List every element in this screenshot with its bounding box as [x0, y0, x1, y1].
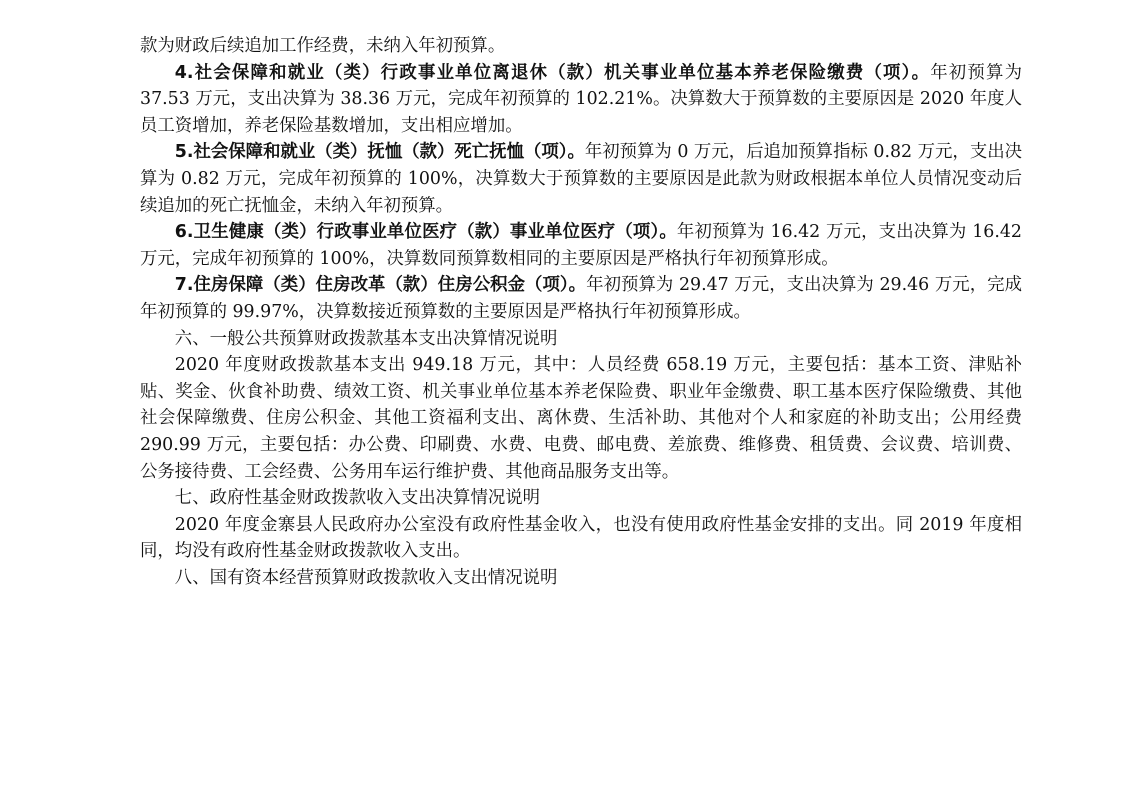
paragraph-continuation: 款为财政后续追加工作经费，未纳入年初预算。: [140, 36, 506, 56]
paragraph-gov-fund: 2020 年度金寨县人民政府办公室没有政府性基金收入，也没有使用政府性基金安排的支出。同 2019 年度相同，均没有政府性基金财政拨款收入支出。: [140, 514, 1022, 562]
paragraph-item-5: [140, 139, 1022, 219]
item-4-body: 年初预算为 37.53 万元，支出决算为 38.36 万元，完成年初预算的 102.21%。决算数大于预算数的主要原因是 2020 年度人员工资增加，养老保险基数增加，支出相应增加。: [140, 62, 1022, 136]
paragraph-item-6: [140, 219, 1022, 272]
section-heading-6: 六、一般公共预算财政拨款基本支出决算情况说明: [174, 328, 558, 349]
item-7-title: 7.住房保障（类）住房改革（款）住房公积金（项）。: [174, 275, 587, 296]
item-5-body: 年初预算为 0 万元，后追加预算指标 0.82 万元，支出决算为 0.82 万元，完成年初预算的 100%，决算数大于预算数的主要原因是此款为财政根据本单位人员情况变动后续追加的死亡抚恤金，未纳入年初预算。: [140, 142, 1022, 216]
item-6-body: 年初预算为 16.42 万元，支出决算为 16.42 万元，完成年初预算的 100%，决算数同预算数相同的主要原因是严格执行年初预算形成。: [140, 222, 1022, 269]
item-4-title: 4.社会保障和就业（类）行政事业单位离退休（款）机关事业单位基本养老保险缴费（项）。: [174, 62, 931, 83]
item-7-body: 年初预算为 29.47 万元，支出决算为 29.46 万元，完成年初预算的 99.97%，决算数接近预算数的主要原因是严格执行年初预算形成。: [140, 275, 1023, 322]
section-heading-7: 七、政府性基金财政拨款收入支出决算情况说明: [174, 488, 541, 509]
document-body: [140, 33, 1022, 591]
paragraph-item-7: [140, 272, 1022, 325]
paragraph-item-4: [140, 60, 1022, 140]
paragraph-basic-expenditure: 2020 年度财政拨款基本支出 949.18 万元，其中：人员经费 658.19 万元，主要包括：基本工资、津贴补贴、奖金、伙食补助费、绩效工资、机关事业单位基本养老保险费、职业年金缴费、职工基本医疗保险缴费、其他社会保障缴费、住房公积金、其他工资福利支出、离休费、生活补助、其他对个人和家庭的补助支出；公用经费 290.99 万元，主要包括：办公费、印刷费、水费、电费、邮电费、差旅费、维修费、租赁费、会议费、培训费、公务接待费、工会经费、公务用车运行维护费、其他商品服务支出等。: [140, 355, 1022, 482]
item-6-title: 6.卫生健康（类）行政事业单位医疗（款）事业单位医疗（项）。: [174, 222, 677, 243]
section-heading-8: 八、国有资本经营预算财政拨款收入支出情况说明: [174, 567, 558, 588]
item-5-title: 5.社会保障和就业（类）抚恤（款）死亡抚恤（项）。: [174, 142, 585, 163]
